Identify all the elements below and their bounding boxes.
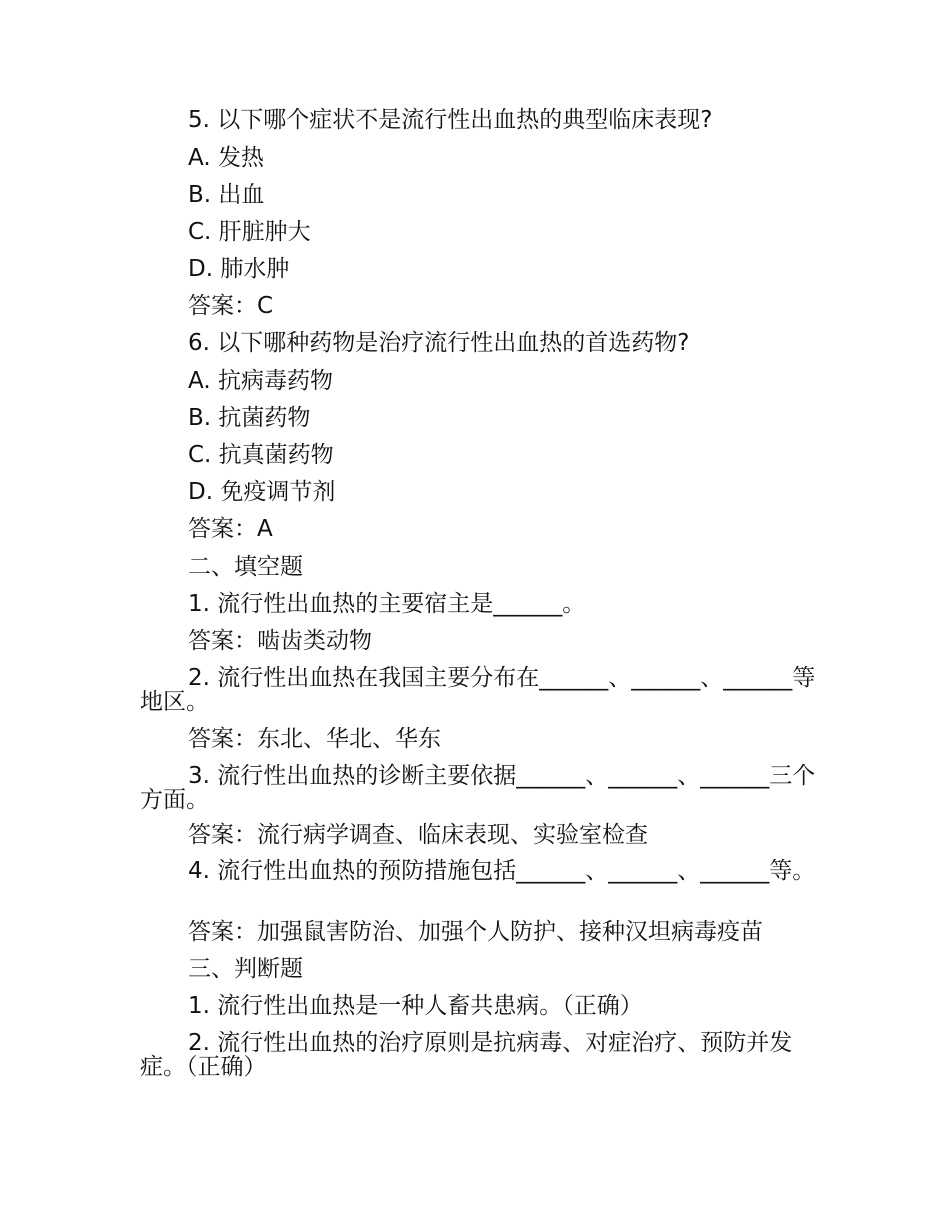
fill-blank-3-text: 3. 流行性出血热的诊断主要依据______、______、______三个方面。 — [140, 763, 816, 813]
true-false-2-text: 2. 流行性出血热的治疗原则是抗病毒、对症治疗、预防并发症。（正确） — [140, 1030, 793, 1080]
question-6-option-d: D. 免疫调节剂 — [188, 479, 336, 505]
question-5-answer: 答案：C — [188, 293, 274, 319]
fill-blank-1-answer: 答案：啮齿类动物 — [188, 628, 372, 654]
question-6-option-b: B. 抗菌药物 — [188, 405, 311, 431]
fill-blank-4-text: 4. 流行性出血热的预防措施包括______、______、______等。 — [188, 858, 816, 884]
question-6-text: 6. 以下哪种药物是治疗流行性出血热的首选药物? — [188, 330, 690, 356]
fill-blank-3-answer: 答案：流行病学调查、临床表现、实验室检查 — [188, 822, 648, 848]
question-5-option-c: C. 肝脏肿大 — [188, 219, 311, 245]
true-false-1-text: 1. 流行性出血热是一种人畜共患病。（正确） — [188, 993, 643, 1019]
section-true-false-heading: 三、判断题 — [188, 956, 303, 982]
question-5-text: 5. 以下哪个症状不是流行性出血热的典型临床表现? — [188, 107, 713, 133]
fill-blank-2-answer: 答案：东北、华北、华东 — [188, 726, 441, 752]
question-5-option-d: D. 肺水肿 — [188, 256, 290, 282]
fill-blank-4-answer: 答案：加强鼠害防治、加强个人防护、接种汉坦病毒疫苗 — [188, 919, 763, 945]
question-6-answer: 答案：A — [188, 516, 273, 542]
question-5-option-a: A. 发热 — [188, 145, 264, 171]
question-6-option-c: C. 抗真菌药物 — [188, 442, 334, 468]
fill-blank-1-text: 1. 流行性出血热的主要宿主是______。 — [188, 591, 586, 617]
fill-blank-2-text: 2. 流行性出血热在我国主要分布在______、______、______等地区。 — [140, 665, 816, 715]
question-6-option-a: A. 抗病毒药物 — [188, 368, 333, 394]
section-fill-blank-heading: 二、填空题 — [188, 554, 303, 580]
question-5-option-b: B. 出血 — [188, 182, 265, 208]
